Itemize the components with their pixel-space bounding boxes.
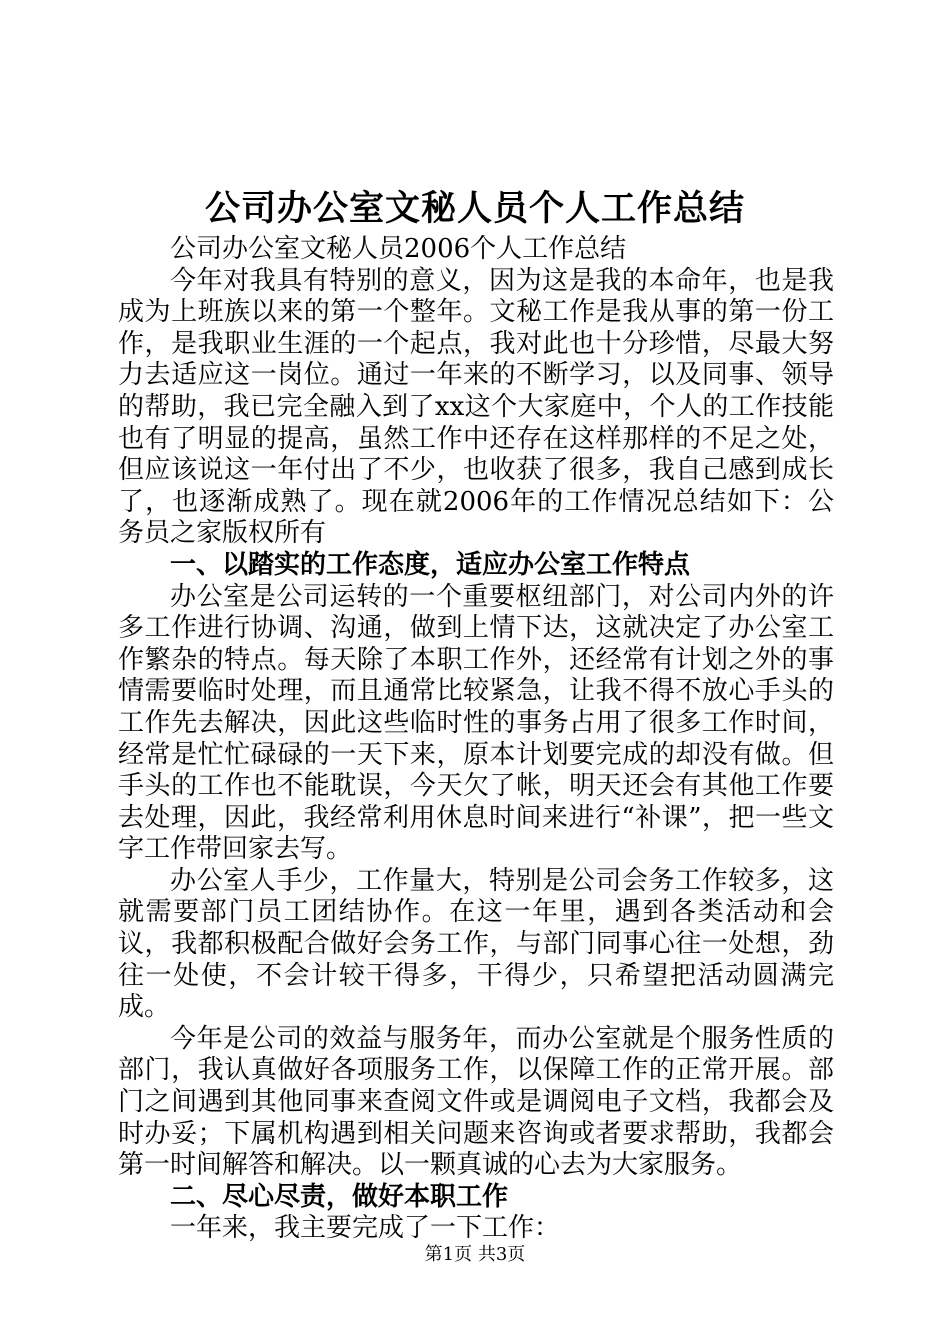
document-title: 公司办公室文秘人员个人工作总结 [204, 188, 745, 229]
body-paragraph: 办公室人手少，工作量大，特别是公司会务工作较多，这就需要部门员工团结协作。在这一年里，遇到各类活动和会议，我都积极配合做好会务工作，与部门同事心往一处想，劲往一处使，不会计较干得多，干得少，只希望把活动圆满完成。 [118, 865, 834, 1023]
section-heading-2: 二、尽心尽责，做好本职工作 [170, 1181, 509, 1212]
body-paragraph: 今年是公司的效益与服务年，而办公室就是个服务性质的部门，我认真做好各项服务工作，以保障工作的正常开展。部门之间遇到其他同事来查阅文件或是调阅电子文档，我都会及时办妥；下属机构遇到相关问题来咨询或者要求帮助，我都会第一时间解答和解决。以一颗真诚的心去为大家服务。 [118, 1023, 834, 1181]
body-paragraph: 一年来，我主要完成了一下工作： [170, 1213, 561, 1244]
document-body [118, 234, 834, 1245]
subtitle-paragraph: 公司办公室文秘人员2006个人工作总结 [170, 234, 627, 264]
intro-paragraph: 今年对我具有特别的意义，因为这是我的本命年，也是我成为上班族以来的第一个整年。文秘工作是我从事的第一份工作，是我职业生涯的一个起点，我对此也十分珍惜，尽最大努力去适应这一岗位。通过一年来的不断学习，以及同事、领导的帮助，我已完全融入到了xx这个大家庭中，个人的工作技能也有了明显的提高，虽然工作中还存在这样那样的不足之处，但应该说这一年付出了不少，也收获了很多，我自己感到成长了，也逐渐成熟了。现在就2006年的工作情况总结如下：公务员之家版权所有 [118, 265, 834, 549]
body-paragraph: 办公室是公司运转的一个重要枢纽部门，对公司内外的许多工作进行协调、沟通，做到上情下达，这就决定了办公室工作繁杂的特点。每天除了本职工作外，还经常有计划之外的事情需要临时处理，而且通常比较紧急，让我不得不放心手头的工作先去解决，因此这些临时性的事务占用了很多工作时间，经常是忙忙碌碌的一天下来，原本计划要完成的却没有做。但手头的工作也不能耽误，今天欠了帐，明天还会有其他工作要去处理，因此，我经常利用休息时间来进行“补课”，把一些文字工作带回家去写。 [118, 581, 834, 865]
page-footer: 第1页 共3页 [424, 1244, 526, 1265]
section-heading-1: 一、以踏实的工作态度，适应办公室工作特点 [170, 549, 691, 580]
